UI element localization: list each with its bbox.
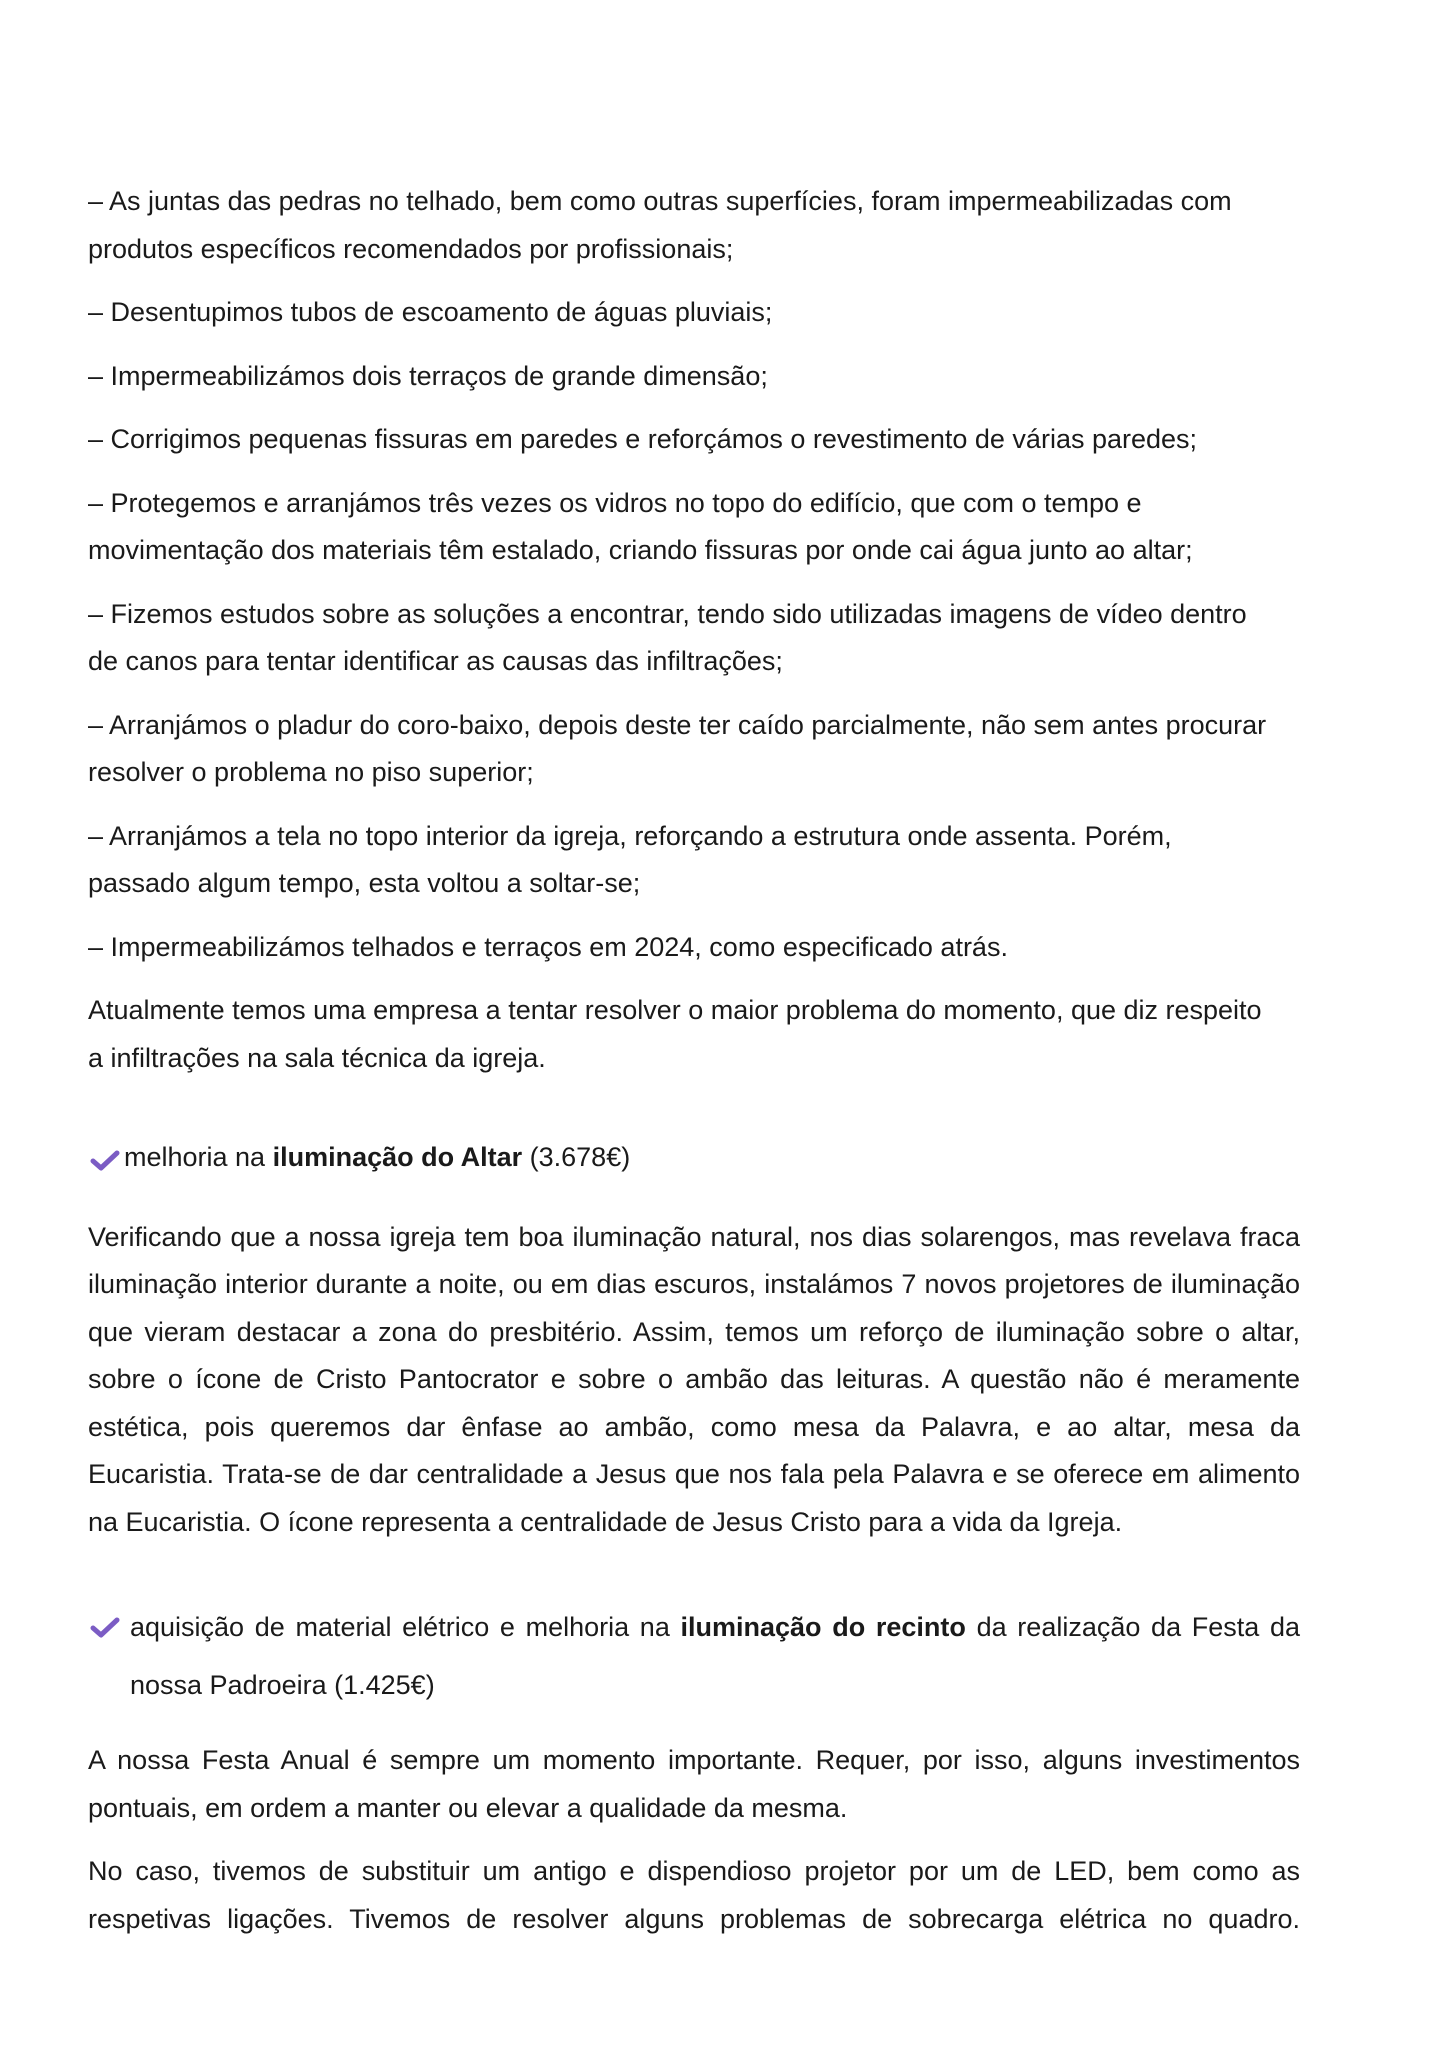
list-item [88,924,1300,972]
heading-text: da realização da Festa da nossa Padroeira (1.425€) [130,1612,1301,1700]
list-item-line: – Fizemos estudos sobre as soluções a encontrar, tendo sido utilizadas imagens de vídeo dentro [88,598,1247,629]
section-body-altar: Verificando que a nossa igreja tem boa iluminação natural, nos dias solarengos, mas revelava fraca iluminação interior durante a noite, ou em dias escuros, instalámos 7 novos projetores de iluminação que vieram destacar a zona do presbitério. Assim, temos um reforço de iluminação sobre o altar, sobre o ícone de Cristo Pantocrator e sobre o ambão das leituras. A questão não é meramente estética, pois queremos dar ênfase ao ambão, como mesa da Palavra, e ao altar, mesa da Eucaristia. Trata-se de dar centralidade a Jesus que nos fala pela Palavra e se oferece em alimento na Eucaristia. O ícone representa a centralidade de Jesus Cristo para a vida da Igreja. [88,1221,1300,1537]
list-item-line: movimentação dos materiais têm estalado, criando fissuras por onde cai água junto ao altar; [88,535,1193,565]
list-item [88,416,1300,464]
list-item-line: – Impermeabilizámos dois terraços de grande dimensão; [88,360,768,391]
section-heading-altar [88,1134,1300,1182]
closing-line: Atualmente temos uma empresa a tentar resolver o maior problema do momento, que diz respeito [88,995,1262,1025]
list-item-line: – Impermeabilizámos telhados e terraços em 2024, como especificado atrás. [88,931,1008,962]
closing-line: a infiltrações na sala técnica da igreja. [88,1042,546,1073]
section-heading-recinto [88,1598,1300,1714]
list-item [88,353,1300,401]
list-item-line: – As juntas das pedras no telhado, bem como outras superfícies, foram impermeabilizadas com [88,186,1232,216]
heading-text: aquisição de material elétrico e melhoria na [130,1612,681,1642]
heading-bold-text: iluminação do Altar [272,1142,523,1172]
list-item-line: – Corrigimos pequenas fissuras em paredes e reforçámos o revestimento de várias paredes; [88,424,1198,454]
section-body-led: No caso, tivemos de substituir um antigo e dispendioso projetor por um de LED, bem como as respetivas ligações. Tivemos de resolver alguns problemas de sobrecarga elétrica no quadro. [88,1856,1300,1934]
heading-amount: (3.678€) [522,1142,631,1172]
list-item [88,178,1300,273]
closing-paragraph [88,987,1300,1082]
list-item-line: de canos para tentar identificar as causas das infiltrações; [88,646,783,676]
list-item-line: – Protegemos e arranjámos três vezes os vidros no topo do edifício, que com o tempo e [88,487,1142,518]
list-item-line: – Arranjámos a tela no topo interior da igreja, reforçando a estrutura onde assenta. Porém, [88,820,1172,851]
list-item [88,702,1300,797]
list-item-line: – Arranjámos o pladur do coro-baixo, depois deste ter caído parcialmente, não sem antes procurar [88,709,1267,740]
check-icon [90,1616,120,1638]
list-item [88,289,1300,337]
list-item [88,591,1300,686]
list-item [88,813,1300,908]
list-item-line: produtos específicos recomendados por profissionais; [88,233,734,264]
section-body-festa: A nossa Festa Anual é sempre um momento importante. Requer, por isso, alguns investimentos pontuais, em ordem a manter ou elevar a qualidade da mesma. [88,1745,1300,1823]
bullet-list [88,178,1300,971]
check-icon [90,1149,120,1171]
heading-text: melhoria na [124,1142,273,1172]
list-item-line: – Desentupimos tubos de escoamento de águas pluviais; [88,297,773,327]
document-page [88,178,1300,1959]
list-item-line: resolver o problema no piso superior; [88,757,534,787]
heading-bold-text: iluminação do recinto [680,1612,966,1642]
list-item [88,480,1300,575]
list-item-line: passado algum tempo, esta voltou a soltar-se; [88,868,641,898]
